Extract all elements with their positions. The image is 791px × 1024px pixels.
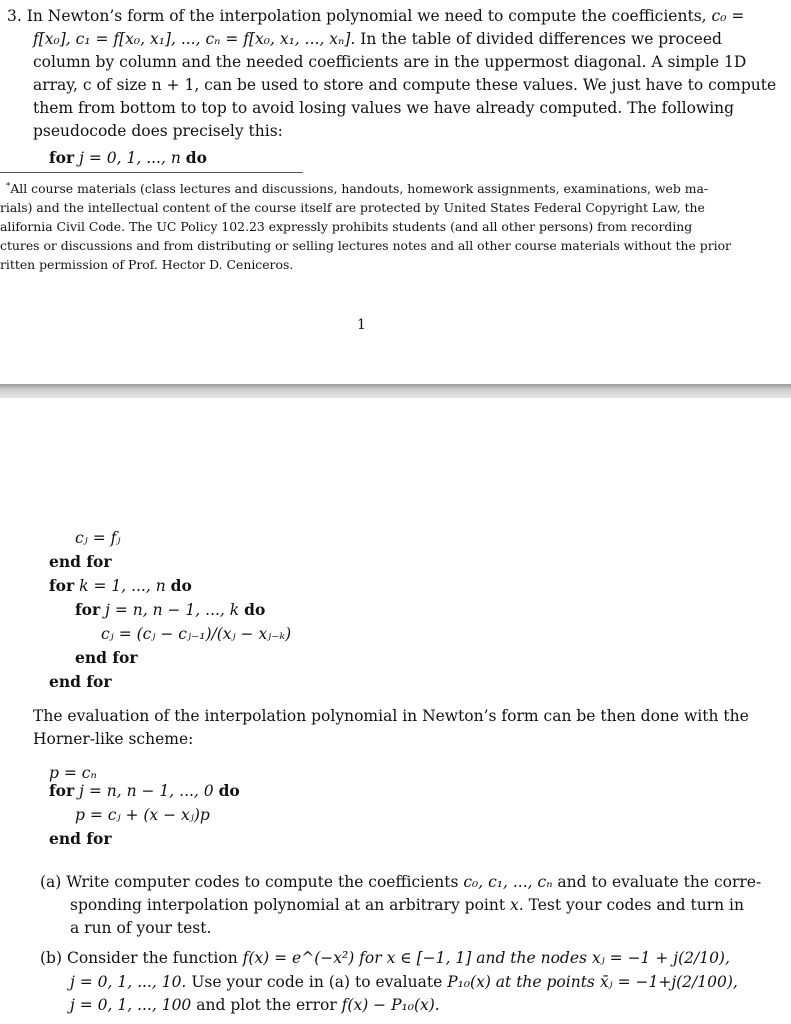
math-coefficients: c₀, c₁, ..., cₙ (463, 873, 553, 891)
evaluation-text-line-1: The evaluation of the interpolation polynomial in Newton’s form can be then done with the (33, 707, 749, 725)
code-end-for: end for (49, 552, 112, 571)
part-a-text: Test your codes and turn in (528, 896, 744, 914)
loop-range: k = 1, ..., n (79, 577, 166, 595)
problem-line-3: column by column and the needed coefficients are in the uppermost diagonal. A simple 1D (33, 53, 747, 71)
part-b-line-2 (70, 972, 738, 992)
math-evaluation-points: P₁₀(x) at the points x̄ⱼ = −1+j(2/100), (447, 973, 738, 991)
keyword-for: for (49, 576, 75, 595)
part-b-text: Consider the function (66, 949, 238, 967)
code-end-for-inner: end for (75, 648, 138, 667)
keyword-do: do (185, 148, 207, 167)
keyword-for: for (75, 600, 101, 619)
footnote-line-4: ctures or discussions and from distributing or selling lectures notes and all other course materials without the prior (0, 238, 731, 253)
math-function-and-nodes: f(x) = e^(−x²) for x ∈ [−1, 1] and the nodes xⱼ = −1 + j(2/10), (242, 949, 730, 967)
problem-text: In Newton’s form of the interpolation polynomial we need to compute the coefficients, (26, 7, 707, 25)
keyword-do: do (218, 781, 240, 800)
code-horner-update: p = cⱼ + (x − xⱼ)p (75, 806, 210, 824)
code-horner-init: p = cₙ (49, 764, 97, 782)
math-divided-differences: f[x₀], c₁ = f[x₀, x₁], ..., cₙ = f[x₀, x₁, ..., xₙ]. (33, 30, 356, 48)
math-node-range: j = 0, 1, ..., 10. (70, 973, 187, 991)
part-a-text: Write computer codes to compute the coefficients (66, 873, 459, 891)
page-separator (0, 384, 791, 398)
math-x: x. (510, 896, 524, 914)
part-a-text: sponding interpolation polynomial at an arbitrary point (70, 896, 506, 914)
footnote-rule (0, 172, 303, 173)
page-1 (0, 0, 791, 384)
evaluation-text-line-2: Horner-like scheme: (33, 730, 194, 748)
loop-range: j = n, n − 1, ..., k (105, 601, 240, 619)
part-b-text: Use your code in (a) to evaluate (191, 973, 443, 991)
math-c0: c₀ = (711, 7, 745, 25)
page-number: 1 (357, 317, 366, 333)
part-a-line-2 (70, 895, 744, 915)
problem-line-1 (7, 6, 744, 26)
problem-line-6: pseudocode does precisely this: (33, 122, 283, 140)
keyword-do: do (170, 576, 192, 595)
footnote-line-2: rials) and the intellectual content of the course itself are protected by United States Federal Copyright Law, the (0, 200, 705, 215)
part-a-line-3: a run of your test. (70, 919, 212, 937)
footnote-marker: * (6, 181, 11, 192)
part-b-line-3 (70, 995, 440, 1015)
keyword-for: for (49, 148, 75, 167)
problem-text: In the table of divided differences we proceed (360, 30, 722, 48)
code-outer-loop (49, 576, 192, 596)
part-a-label: (a) (40, 873, 62, 891)
keyword-for: for (49, 781, 75, 800)
part-b-text: and plot the error (196, 996, 337, 1014)
code-assign-c-f: cⱼ = fⱼ (75, 529, 121, 547)
code-divided-difference-update: cⱼ = (cⱼ − cⱼ₋₁)/(xⱼ − xⱼ₋ₖ) (101, 625, 292, 643)
code-horner-loop (49, 781, 240, 801)
part-a-line-1 (40, 872, 761, 892)
code-horner-end-for: end for (49, 829, 112, 848)
part-b-line-1 (40, 948, 730, 968)
loop-range: j = n, n − 1, ..., 0 (79, 782, 214, 800)
page-2 (0, 398, 791, 1024)
problem-number: 3. (7, 7, 22, 25)
loop-range: j = 0, 1, ..., n (79, 149, 181, 167)
keyword-do: do (244, 600, 266, 619)
footnote-text: All course materials (class lectures and discussions, handouts, homework assignments, examinations, web ma- (10, 181, 709, 196)
code-end-for-outer: end for (49, 672, 112, 691)
problem-line-4: array, c of size n + 1, can be used to store and compute these values. We just have to compute (33, 76, 777, 94)
code-inner-loop (75, 600, 265, 620)
part-a-text: and to evaluate the corre- (557, 873, 762, 891)
part-b-label: (b) (40, 949, 63, 967)
problem-line-5: them from bottom to top to avoid losing values we have already computed. The following (33, 99, 735, 117)
math-point-range: j = 0, 1, ..., 100 (70, 996, 192, 1014)
footnote-line-5: ritten permission of Prof. Hector D. Ceniceros. (0, 257, 294, 272)
pseudocode-first-line (49, 148, 207, 168)
footnote-line-3: alifornia Civil Code. The UC Policy 102.23 expressly prohibits students (and all other persons) from recording (0, 219, 693, 234)
problem-line-2 (33, 29, 722, 49)
footnote-line-1 (6, 181, 708, 197)
math-error: f(x) − P₁₀(x). (341, 996, 440, 1014)
